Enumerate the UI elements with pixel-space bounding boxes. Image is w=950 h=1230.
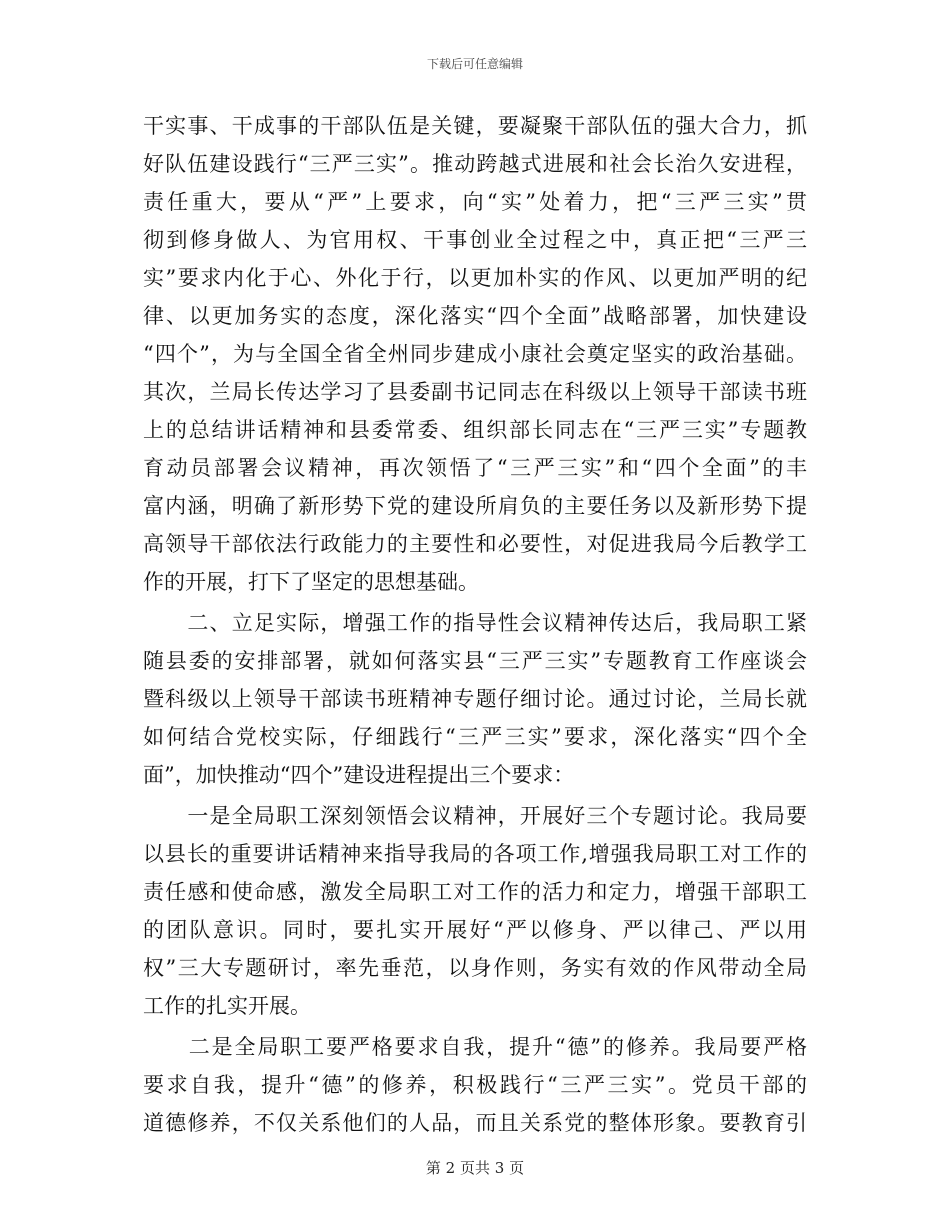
text-line: 道德修养，不仅关系他们的人品，而且关系党的整体形象。要教育引 [143, 1111, 807, 1135]
text-line: 彻到修身做人、为官用权、干事创业全过程之中，真正把“三严三 [143, 228, 807, 252]
text-line: 好队伍建设践行“三严三实”。推动跨越式进展和社会长治久安进程， [143, 152, 807, 176]
text-line: 富内涵，明确了新形势下党的建设所肩负的主要任务以及新形势下提 [143, 494, 807, 518]
page-footer: 第 2 页共 3 页 [425, 1159, 525, 1177]
text-line: 上的总结讲话精神和县委常委、组织部长同志在“三严三实”专题教 [143, 418, 807, 442]
text-line: 面”，加快推动“四个”建设进程提出三个要求： [143, 763, 575, 787]
text-line: 责任重大，要从“严”上要求，向“实”处着力，把“三严三实”贯 [143, 190, 807, 214]
text-line: 的团队意识。同时，要扎实开展好“严以修身、严以律己、严以用 [143, 918, 807, 942]
text-line: 高领导干部依法行政能力的主要性和必要性，对促进我局今后教学工 [143, 532, 807, 556]
page-header: 下载后可任意编辑 [426, 57, 523, 71]
text-line: 干实事、干成事的干部队伍是关键，要凝聚干部队伍的强大合力，抓 [143, 114, 807, 138]
text-line: 实”要求内化于心、外化于行，以更加朴实的作风、以更加严明的纪 [143, 266, 807, 290]
text-line: 随县委的安排部署，就如何落实县“三严三实”专题教育工作座谈会 [143, 649, 807, 673]
text-line: 育动员部署会议精神，再次领悟了“三严三实”和“四个全面”的丰 [143, 456, 807, 480]
paragraph-start-line: 二、立足实际，增强工作的指导性会议精神传达后，我局职工紧 [143, 611, 807, 635]
text-line: 律、以更加务实的态度，深化落实“四个全面”战略部署，加快建设 [143, 304, 807, 328]
text-line: 暨科级以上领导干部读书班精神专题仔细讨论。通过讨论，兰局长就 [143, 687, 807, 711]
document-body [143, 107, 807, 1142]
text-line: “四个”，为与全国全省全州同步建成小康社会奠定坚实的政治基础。 [143, 342, 807, 366]
text-line: 如何结合党校实际，仔细践行“三严三实”要求，深化落实“四个全 [143, 725, 807, 749]
text-line: 要求自我，提升“德”的修养，积极践行“三严三实”。党员干部的 [143, 1073, 807, 1097]
text-line: 工作的扎实开展。 [143, 994, 311, 1018]
text-line: 权”三大专题研讨，率先垂范，以身作则，务实有效的作风带动全局 [143, 956, 807, 980]
paragraph-start-line: 二是全局职工要严格要求自我，提升“德”的修养。我局要严格 [143, 1035, 807, 1059]
text-line: 责任感和使命感，激发全局职工对工作的活力和定力，增强干部职工 [143, 880, 807, 904]
paragraph-start-line: 一是全局职工深刻领悟会议精神，开展好三个专题讨论。我局要 [143, 804, 807, 828]
text-line: 作的开展，打下了坚定的思想基础。 [143, 570, 479, 594]
text-line: 其次，兰局长传达学习了县委副书记同志在科级以上领导干部读书班 [143, 380, 807, 404]
text-line: 以县长的重要讲话精神来指导我局的各项工作,增强我局职工对工作的 [143, 842, 807, 866]
